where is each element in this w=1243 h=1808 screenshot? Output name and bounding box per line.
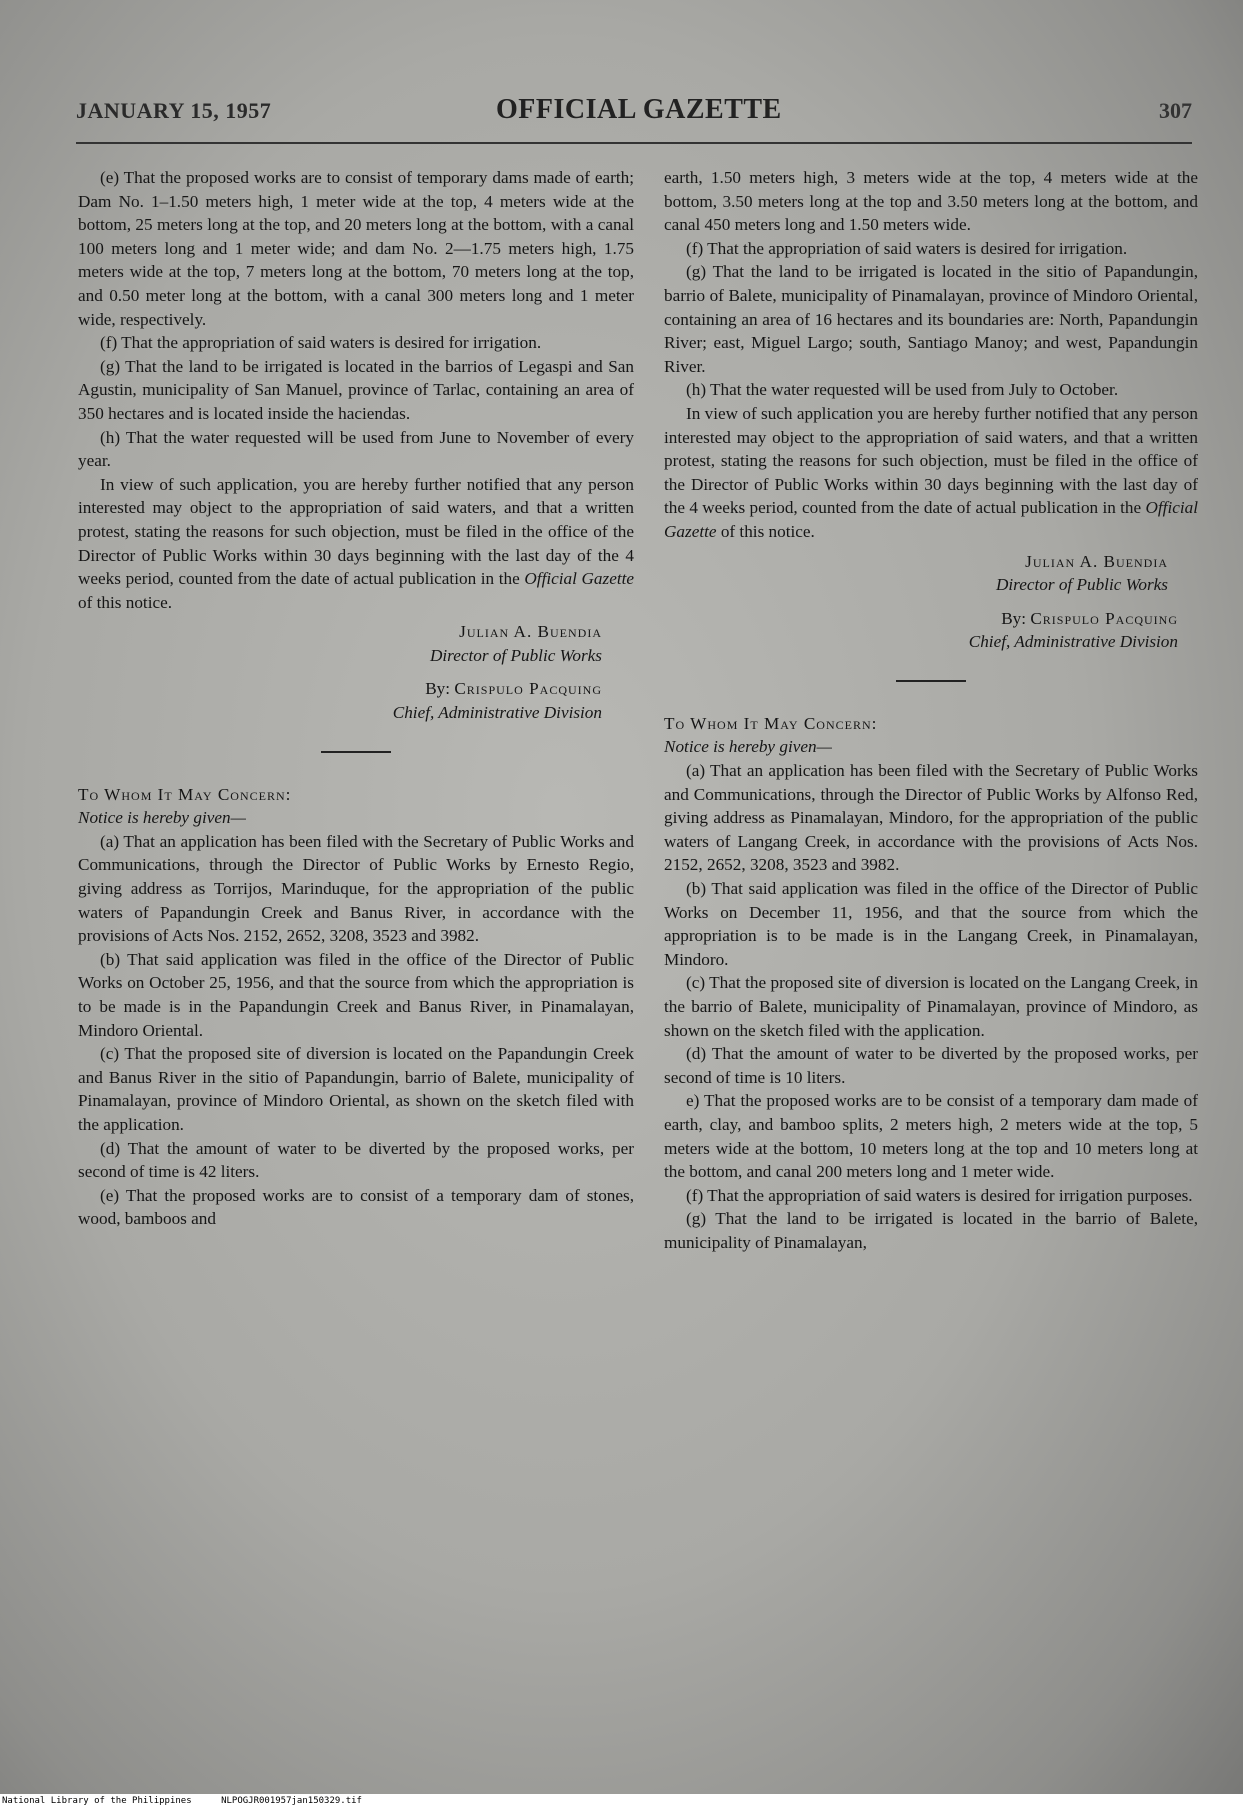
paragraph-g: (g) That the land to be irrigated is located in the sitio of Papandungin, barrio of Balete, municipality of Pinamalayan, province of Mindoro Oriental, containing an area of 16 hectares and its boundaries are: North, Papandungin River; east, Miguel Largo; south, Santiago Manoy; and west, Papandungin River. [664, 262, 1198, 376]
notice-heading: Notice is hereby given— [78, 808, 246, 828]
signature-director: Julian A. Buendia Director of Public Works [995, 551, 1168, 595]
notice-paragraph-d: (d) That the amount of water to be diverted by the proposed works, per second of time is 10 liters. [664, 1044, 1198, 1087]
paragraph-e: (e) That the proposed works are to consist of temporary dams made of earth; Dam No. 1–1.50 meters high, 1 meter wide at the top, 4 meters wide at the bottom, 25 meters long at the top, and 20 meters long at the bottom, with a canal 100 meters long and 1 meter wide; and dam No. 2—1.75 meters high, 1.75 meters wide at the top, 7 meters long at the bottom, 70 meters long at the top, and 0.50 meter long at the bottom, with a canal 300 meters long and 1 meter wide, respectively. [78, 168, 634, 329]
signature-director: Julian A. Buendia Director of Public Works [429, 622, 602, 665]
footer-source: National Library of the Philippines [2, 1796, 192, 1806]
notice-paragraph-e: e) That the proposed works are to be consist of a temporary dam made of earth, clay, and bamboo splits, 2 meters high, 2 meters wide at the top, 5 meters wide at the bottom, 10 meters long at the top and 10 meters long at the bottom, and canal 200 meters long and 1 meter wide. [664, 1091, 1198, 1182]
left-column [78, 166, 634, 1231]
notice-paragraph-c: (c) That the proposed site of diversion is located on the Papandungin Creek and Banus River in the sitio of Papandungin, barrio of Balete, municipality of Pinamalayan, province of Mindoro Oriental, as shown on the sketch filed with the application. [78, 1044, 634, 1134]
salutation: To Whom It May Concern: [664, 713, 878, 733]
section-divider [321, 751, 391, 753]
paragraph-h: (h) That the water requested will be used from June to November of every year. [78, 427, 634, 471]
notice-paragraph-b: (b) That said application was filed in the office of the Director of Public Works on December 11, 1956, and that the source from which the appropriation is to be made is in the Langang Creek, in Pinamalayan, Mindoro. [664, 879, 1198, 969]
page-number: 307 [1159, 98, 1192, 123]
notice-paragraph-c: (c) That the proposed site of diversion is located on the Langang Creek, in the barrio of Balete, municipality of Pinamalayan, province of Mindoro, as shown on the sketch filed with the application. [664, 973, 1198, 1040]
scan-footer [0, 1794, 1243, 1808]
notice-heading: Notice is hereby given— [664, 737, 832, 757]
paragraph-e-continued: earth, 1.50 meters high, 3 meters wide at the top, 4 meters wide at the bottom, 3.50 meters long at the top and 3.50 meters long at the bottom, and canal 450 meters long and 1.50 meters wide. [664, 168, 1198, 235]
paragraph-g: (g) That the land to be irrigated is located in the barrios of Legaspi and San Agustin, municipality of San Manuel, province of Tarlac, containing an area of 350 hectares and is located inside the haciendas. [78, 356, 634, 423]
paragraph-protest: In view of such application, you are hereby further notified that any person interested may object to the appropriation of said waters, and that a written protest, stating the reasons for such objection, must be filed in the office of the Director of Public Works within 30 days beginning with the last day of the 4 weeks period, counted from the date of actual publication in the Official Gazette of this notice. [78, 474, 635, 612]
paragraph-protest: In view of such application you are hereby further notified that any person interested may object to the appropriation of said waters, and that a written protest, stating the reasons for such objection, must be filed in the office of the Director of Public Works within 30 days beginning with the last day of the 4 weeks period, counted from the date of actual publication in the Official Gazette of this notice. [664, 403, 1198, 541]
section-divider [896, 680, 966, 682]
paragraph-f: (f) That the appropriation of said waters is desired for irrigation. [686, 238, 1128, 258]
signature-chief: By: Crispulo Pacquing Chief, Administrative Division [968, 608, 1178, 652]
right-column [664, 166, 1198, 1255]
issue-date: JANUARY 15, 1957 [76, 98, 272, 123]
notice-paragraph-a: (a) That an application has been filed with the Secretary of Public Works and Communications, through the Director of Public Works by Alfonso Red, giving address as Pinamalayan, Mindoro, for the appropriation of the public waters of Langang Creek, in accordance with the provisions of Acts Nos. 2152, 2652, 3208, 3523 and 3982. [664, 761, 1198, 875]
notice-paragraph-f: (f) That the appropriation of said waters is desired for irrigation purposes. [686, 1185, 1193, 1205]
notice-paragraph-e: (e) That the proposed works are to consist of a temporary dam of stones, wood, bamboos and [78, 1185, 634, 1229]
salutation: To Whom It May Concern: [78, 784, 292, 804]
paragraph-f: (f) That the appropriation of said waters is desired for irrigation. [100, 333, 542, 353]
header-rule [76, 142, 1192, 144]
signature-chief: By: Crispulo Pacquing Chief, Administrative Division [392, 679, 602, 723]
notice-paragraph-a: (a) That an application has been filed with the Secretary of Public Works and Communications, through the Director of Public Works by Ernesto Regio, giving address as Torrijos, Marinduque, for the appropriation of the public waters of Papandungin Creek and Banus River, in accordance with the provisions of Acts Nos. 2152, 2652, 3208, 3523 and 3982. [78, 831, 634, 946]
notice-paragraph-g: (g) That the land to be irrigated is located in the barrio of Balete, municipality of Pinamalayan, [664, 1209, 1198, 1252]
paragraph-h: (h) That the water requested will be used from July to October. [686, 380, 1119, 400]
publication-title: OFFICIAL GAZETTE [496, 94, 782, 125]
notice-paragraph-d: (d) That the amount of water to be diverted by the proposed works, per second of time is 42 liters. [78, 1138, 634, 1182]
footer-filename: NLPOGJR001957jan150329.tif [221, 1796, 362, 1806]
page-header [76, 94, 1192, 138]
notice-paragraph-b: (b) That said application was filed in the office of the Director of Public Works on October 25, 1956, and that the source from which the appropriation is to be made is in the Papandungin Creek and Banus River, in Pinamalayan, Mindoro Oriental. [78, 949, 634, 1040]
